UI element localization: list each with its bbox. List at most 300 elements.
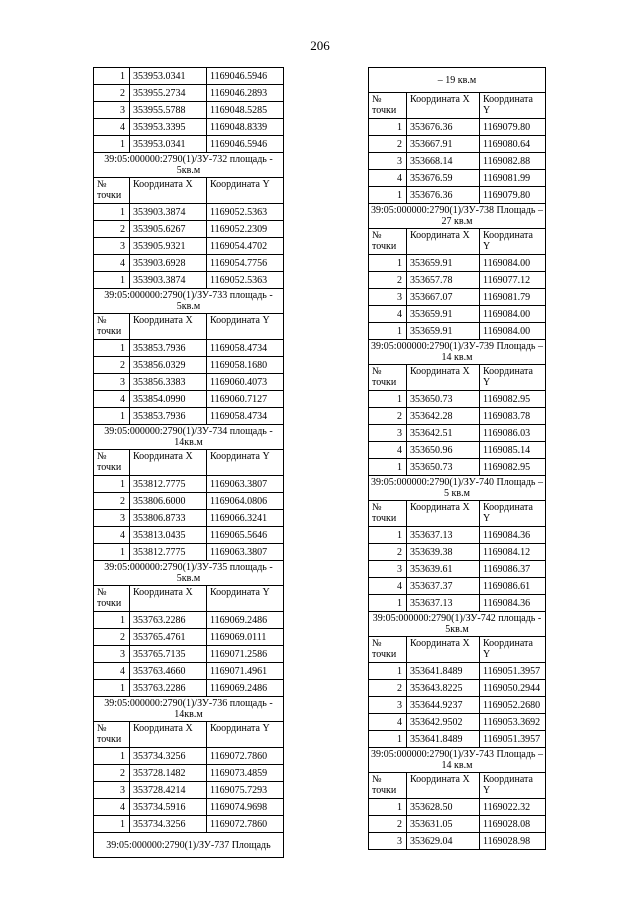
point-number: 3 [369,833,407,850]
coordinate-y: 1169082.95 [480,459,546,476]
coordinate-y: 1169084.12 [480,544,546,561]
coordinate-x: 353953.0341 [130,136,207,153]
coordinate-y: 1169082.95 [480,391,546,408]
coordinate-x: 353639.38 [407,544,480,561]
table-row [94,102,284,119]
coordinate-x: 353903.3874 [130,272,207,289]
coordinate-x: 353903.3874 [130,204,207,221]
coordinate-x: 353629.04 [407,833,480,850]
table-row [369,391,546,408]
point-number: 1 [369,255,407,272]
section-caption: 39:05:000000:2790(1)/ЗУ-733 площадь - 5кв.м [94,289,284,314]
table-row [94,204,284,221]
point-number: 1 [369,119,407,136]
table-row [94,782,284,799]
point-number: 1 [369,459,407,476]
table-row [369,680,546,697]
header-coordinate-x: Координата X [407,501,480,527]
point-number: 1 [369,391,407,408]
coordinate-x: 353639.61 [407,561,480,578]
header-point-number: № точки [94,586,130,612]
coordinate-x: 353854.0990 [130,391,207,408]
point-number: 1 [369,527,407,544]
table-row [94,629,284,646]
coordinate-x: 353765.4761 [130,629,207,646]
section-caption-row [94,561,284,586]
coordinate-x: 353812.7775 [130,544,207,561]
table-row [369,306,546,323]
table-row [369,170,546,187]
coordinate-x: 353812.7775 [130,476,207,493]
table-row [369,408,546,425]
coordinate-x: 353643.8225 [407,680,480,697]
point-number: 4 [369,714,407,731]
coordinate-y: 1169053.3692 [480,714,546,731]
point-number: 3 [369,697,407,714]
point-number: 1 [94,408,130,425]
coordinate-y: 1169028.98 [480,833,546,850]
section-caption: 39:05:000000:2790(1)/ЗУ-732 площадь - 5кв.м [94,153,284,178]
table-row [369,663,546,680]
section-caption-row [369,476,546,501]
coordinate-y: 1169060.7127 [207,391,284,408]
table-row [94,816,284,833]
point-number: 4 [369,306,407,323]
coordinate-y: 1169060.4073 [207,374,284,391]
header-row [369,93,546,119]
point-number: 4 [369,578,407,595]
table-row [94,340,284,357]
coordinate-x: 353676.36 [407,119,480,136]
coordinate-x: 353728.1482 [130,765,207,782]
coordinate-y: 1169046.2893 [207,85,284,102]
coordinate-x: 353806.6000 [130,493,207,510]
table-row [369,833,546,850]
point-number: 2 [369,408,407,425]
coordinate-x: 353637.13 [407,595,480,612]
point-number: 2 [369,272,407,289]
coordinate-x: 353955.5788 [130,102,207,119]
coordinate-y: 1169028.08 [480,816,546,833]
point-number: 1 [94,544,130,561]
coordinate-y: 1169074.9698 [207,799,284,816]
section-caption: 39:05:000000:2790(1)/ЗУ-737 Площадь [94,833,284,858]
point-number: 2 [94,85,130,102]
point-number: 3 [94,374,130,391]
coordinate-y: 1169084.00 [480,255,546,272]
coordinate-x: 353856.3383 [130,374,207,391]
header-coordinate-x: Координата X [130,722,207,748]
table-row [369,119,546,136]
coordinate-x: 353642.51 [407,425,480,442]
table-row [94,255,284,272]
coordinate-x: 353903.6928 [130,255,207,272]
header-coordinate-x: Координата X [407,229,480,255]
table-row [94,391,284,408]
header-row [94,450,284,476]
coordinate-y: 1169051.3957 [480,663,546,680]
coordinate-x: 353650.96 [407,442,480,459]
table-row [94,612,284,629]
point-number: 3 [369,425,407,442]
coordinate-x: 353734.5916 [130,799,207,816]
section-caption-row [369,748,546,773]
point-number: 2 [369,680,407,697]
coordinate-y: 1169069.2486 [207,612,284,629]
table-row [94,238,284,255]
point-number: 1 [369,187,407,204]
coordinate-y: 1169052.5363 [207,204,284,221]
header-row [369,773,546,799]
point-number: 2 [369,816,407,833]
table-row [94,476,284,493]
table-row [94,799,284,816]
section-caption-row [94,153,284,178]
header-point-number: № точки [369,773,407,799]
coordinate-y: 1169080.64 [480,136,546,153]
coordinate-y: 1169066.3241 [207,510,284,527]
point-number: 3 [94,646,130,663]
coordinate-x: 353905.6267 [130,221,207,238]
header-coordinate-y: Координата Y [207,314,284,340]
point-number: 4 [369,442,407,459]
section-caption-row [369,612,546,637]
coordinate-x: 353676.59 [407,170,480,187]
coordinate-y: 1169075.7293 [207,782,284,799]
coordinate-x: 353644.9237 [407,697,480,714]
header-coordinate-x: Координата X [407,773,480,799]
section-caption-row [369,340,546,365]
header-coordinate-y: Координата Y [480,637,546,663]
coordinate-x: 353650.73 [407,459,480,476]
coordinate-x: 353668.14 [407,153,480,170]
point-number: 2 [94,357,130,374]
point-number: 2 [94,221,130,238]
point-number: 4 [369,170,407,187]
coordinate-y: 1169072.7860 [207,748,284,765]
header-coordinate-x: Координата X [407,637,480,663]
coordinate-x: 353641.8489 [407,663,480,680]
table-row [94,68,284,85]
coordinate-y: 1169071.4961 [207,663,284,680]
point-number: 3 [369,289,407,306]
coordinates-table-left [93,67,283,858]
coordinate-y: 1169058.1680 [207,357,284,374]
coordinate-y: 1169077.12 [480,272,546,289]
point-number: 3 [94,510,130,527]
point-number: 1 [94,476,130,493]
section-caption-row [94,833,284,858]
coordinate-y: 1169054.7756 [207,255,284,272]
header-point-number: № точки [369,93,407,119]
section-caption-row [94,425,284,450]
point-number: 1 [369,731,407,748]
section-caption-row [369,204,546,229]
coordinate-x: 353763.2286 [130,612,207,629]
header-coordinate-x: Координата X [407,93,480,119]
table-row [369,442,546,459]
coordinates-table [93,67,284,858]
coordinate-y: 1169058.4734 [207,340,284,357]
header-coordinate-y: Координата Y [480,501,546,527]
point-number: 2 [369,544,407,561]
header-coordinate-y: Координата Y [480,773,546,799]
coordinate-x: 353667.91 [407,136,480,153]
coordinate-y: 1169085.14 [480,442,546,459]
point-number: 1 [94,680,130,697]
coordinate-y: 1169051.3957 [480,731,546,748]
point-number: 1 [94,204,130,221]
coordinate-y: 1169079.80 [480,119,546,136]
header-point-number: № точки [369,365,407,391]
point-number: 1 [94,272,130,289]
page-number: 206 [310,38,330,53]
header-point-number: № точки [94,722,130,748]
table-row [369,697,546,714]
coordinate-y: 1169052.2680 [480,697,546,714]
header-row [94,722,284,748]
table-row [94,221,284,238]
table-row [94,544,284,561]
coordinate-y: 1169048.5285 [207,102,284,119]
table-row [369,578,546,595]
point-number: 3 [94,102,130,119]
coordinate-y: 1169083.78 [480,408,546,425]
header-row [369,501,546,527]
coordinate-y: 1169050.2944 [480,680,546,697]
coordinate-x: 353763.4660 [130,663,207,680]
table-row [94,272,284,289]
section-caption-row [94,289,284,314]
coordinate-x: 353734.3256 [130,816,207,833]
header-coordinate-y: Координата Y [480,93,546,119]
coordinate-y: 1169048.8339 [207,119,284,136]
point-number: 2 [94,629,130,646]
header-row [369,229,546,255]
coordinate-x: 353641.8489 [407,731,480,748]
table-row [94,119,284,136]
coordinate-x: 353763.2286 [130,680,207,697]
point-number: 2 [369,136,407,153]
table-row [369,816,546,833]
coordinate-y: 1169065.5646 [207,527,284,544]
coordinate-x: 353853.7936 [130,408,207,425]
coordinate-x: 353728.4214 [130,782,207,799]
coordinate-x: 353856.0329 [130,357,207,374]
coordinate-y: 1169084.00 [480,306,546,323]
point-number: 1 [94,136,130,153]
section-caption: – 19 кв.м [369,68,546,93]
header-coordinate-y: Координата Y [480,229,546,255]
coordinate-y: 1169046.5946 [207,68,284,85]
coordinate-x: 353676.36 [407,187,480,204]
header-point-number: № точки [369,501,407,527]
coordinates-table [368,67,546,850]
header-row [94,314,284,340]
coordinate-x: 353853.7936 [130,340,207,357]
point-number: 2 [94,493,130,510]
table-row [369,459,546,476]
point-number: 1 [369,663,407,680]
point-number: 3 [94,782,130,799]
coordinate-x: 353642.9502 [407,714,480,731]
table-row [94,680,284,697]
coordinate-x: 353628.50 [407,799,480,816]
header-point-number: № точки [94,450,130,476]
coordinate-x: 353659.91 [407,255,480,272]
table-row [369,187,546,204]
table-row [94,408,284,425]
coordinate-y: 1169058.4734 [207,408,284,425]
table-row [369,272,546,289]
section-caption: 39:05:000000:2790(1)/ЗУ-742 площадь - 5кв.м [369,612,546,637]
header-point-number: № точки [369,229,407,255]
coordinate-y: 1169081.99 [480,170,546,187]
coordinate-y: 1169063.3807 [207,476,284,493]
header-coordinate-y: Координата Y [207,178,284,204]
header-coordinate-x: Координата X [130,178,207,204]
coordinate-y: 1169082.88 [480,153,546,170]
point-number: 1 [94,816,130,833]
point-number: 2 [94,765,130,782]
coordinate-x: 353659.91 [407,306,480,323]
coordinate-y: 1169071.2586 [207,646,284,663]
coordinates-table-right [368,67,545,850]
table-row [369,595,546,612]
coordinate-y: 1169086.03 [480,425,546,442]
coordinate-x: 353813.0435 [130,527,207,544]
coordinate-y: 1169081.79 [480,289,546,306]
section-caption-row [94,697,284,722]
table-row [369,289,546,306]
header-coordinate-y: Координата Y [480,365,546,391]
section-caption: 39:05:000000:2790(1)/ЗУ-735 площадь - 5кв.м [94,561,284,586]
header-coordinate-x: Координата X [130,450,207,476]
point-number: 1 [369,595,407,612]
header-row [369,637,546,663]
table-row [369,527,546,544]
table-row [94,663,284,680]
point-number: 4 [94,391,130,408]
coordinate-y: 1169086.37 [480,561,546,578]
section-caption: 39:05:000000:2790(1)/ЗУ-740 Площадь – 5 кв.м [369,476,546,501]
table-row [369,561,546,578]
section-caption: 39:05:000000:2790(1)/ЗУ-738 Площадь – 27 кв.м [369,204,546,229]
coordinate-x: 353953.3395 [130,119,207,136]
point-number: 4 [94,799,130,816]
coordinate-y: 1169069.2486 [207,680,284,697]
point-number: 4 [94,255,130,272]
section-caption: 39:05:000000:2790(1)/ЗУ-734 площадь - 14кв.м [94,425,284,450]
point-number: 3 [369,561,407,578]
coordinate-y: 1169086.61 [480,578,546,595]
point-number: 1 [369,799,407,816]
coordinate-x: 353637.37 [407,578,480,595]
header-coordinate-y: Координата Y [207,586,284,612]
point-number: 1 [94,340,130,357]
section-caption: 39:05:000000:2790(1)/ЗУ-739 Площадь – 14 кв.м [369,340,546,365]
coordinate-x: 353637.13 [407,527,480,544]
coordinate-y: 1169052.5363 [207,272,284,289]
coordinate-y: 1169064.0806 [207,493,284,510]
section-caption-row [369,68,546,93]
coordinate-x: 353905.9321 [130,238,207,255]
point-number: 3 [94,238,130,255]
header-row [94,178,284,204]
header-coordinate-y: Координата Y [207,450,284,476]
coordinate-x: 353765.7135 [130,646,207,663]
coordinate-y: 1169072.7860 [207,816,284,833]
coordinate-y: 1169063.3807 [207,544,284,561]
coordinate-x: 353667.07 [407,289,480,306]
coordinate-y: 1169052.2309 [207,221,284,238]
table-row [94,374,284,391]
coordinate-x: 353955.2734 [130,85,207,102]
coordinate-x: 353642.28 [407,408,480,425]
table-row [369,799,546,816]
table-row [369,544,546,561]
table-row [94,765,284,782]
header-coordinate-x: Координата X [130,314,207,340]
point-number: 4 [94,119,130,136]
coordinate-x: 353650.73 [407,391,480,408]
coordinate-x: 353734.3256 [130,748,207,765]
table-row [369,731,546,748]
point-number: 4 [94,663,130,680]
section-caption: 39:05:000000:2790(1)/ЗУ-736 площадь - 14кв.м [94,697,284,722]
header-coordinate-y: Координата Y [207,722,284,748]
coordinate-y: 1169073.4859 [207,765,284,782]
table-row [94,136,284,153]
coordinate-x: 353631.05 [407,816,480,833]
coordinate-y: 1169084.00 [480,323,546,340]
point-number: 1 [94,748,130,765]
header-coordinate-x: Координата X [407,365,480,391]
header-row [94,586,284,612]
header-point-number: № точки [94,314,130,340]
table-row [94,510,284,527]
coordinate-x: 353953.0341 [130,68,207,85]
coordinate-y: 1169079.80 [480,187,546,204]
table-row [94,646,284,663]
header-row [369,365,546,391]
point-number: 1 [369,323,407,340]
table-row [369,425,546,442]
table-row [369,323,546,340]
coordinate-x: 353806.8733 [130,510,207,527]
coordinate-x: 353657.78 [407,272,480,289]
table-row [94,527,284,544]
coordinate-y: 1169046.5946 [207,136,284,153]
header-coordinate-x: Координата X [130,586,207,612]
coordinate-y: 1169084.36 [480,527,546,544]
table-row [369,136,546,153]
point-number: 1 [94,68,130,85]
coordinate-y: 1169084.36 [480,595,546,612]
coordinate-x: 353659.91 [407,323,480,340]
coordinate-y: 1169054.4702 [207,238,284,255]
table-row [369,255,546,272]
table-row [94,493,284,510]
point-number: 3 [369,153,407,170]
point-number: 1 [94,612,130,629]
table-row [94,748,284,765]
coordinate-y: 1169022.32 [480,799,546,816]
table-row [369,153,546,170]
coordinate-y: 1169069.0111 [207,629,284,646]
table-row [369,714,546,731]
section-caption: 39:05:000000:2790(1)/ЗУ-743 Площадь – 14 кв.м [369,748,546,773]
